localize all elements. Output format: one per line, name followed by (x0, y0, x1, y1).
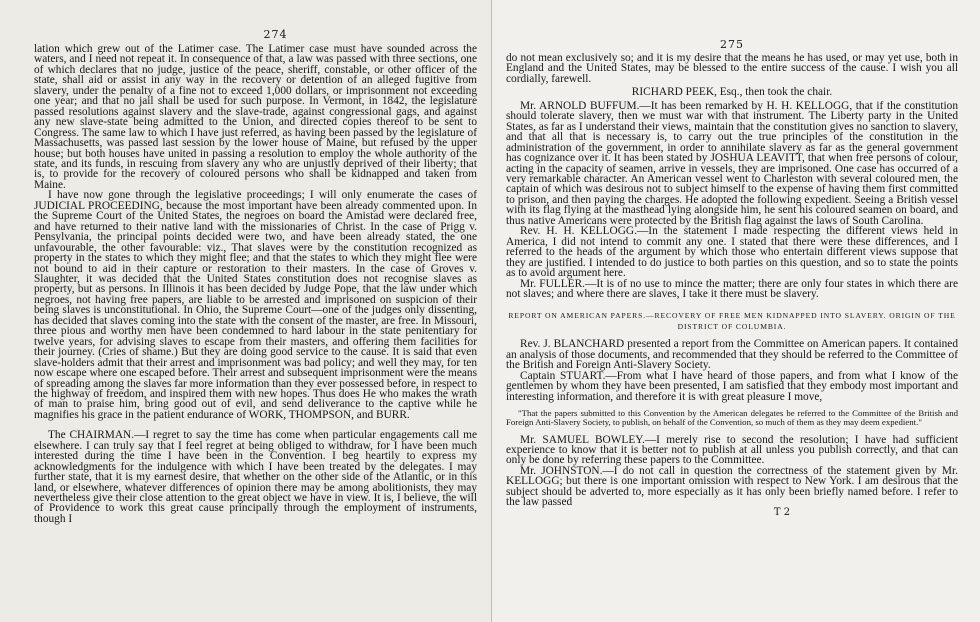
paragraph: lation which grew out of the Latimer case. The Latimer case must have sounded across the waters, and I need not repeat it. In consequence of that, a law was passed with three sections, one of which declares that no judge, justice of the peace, sheriff, constable, or other officer of the state, shall aid or assist in any way in the recovery or detention of an alleged fugitive from slavery, under the penalty of a fine not to exceed 1,000 dollars, or imprisonment not exceeding one year; and that no jail shall be used for such purpose. In Vermont, in 1842, the legislature passed resolutions against slavery and the slave-trade, against congressional gags, and against any new slave-state being admitted to the Union, and directed copies thereof to be sent to Congress. The same law to which I have just referred, as having been passed by the legislature of Massachusetts, was passed last session by the lower house of Maine, but refused by the upper house; but both houses have united in passing a resolution to employ the whole authority of the state, and its funds, in rescuing from slavery any who are unjustly deprived of their liberty; that is, to provide for the recovery of coloured persons who shall be kidnapped and taken from Maine. (34, 43, 477, 191)
chair-note: RICHARD PEEK, Esq., then took the chair. (631, 86, 833, 99)
paragraph: Mr. JOHNSTON.—I do not call in question the correctness of the statement given by Mr. KELLOGG; but there is one important omission with respect to New York. I am desirous that the subject should be adverted to, more especially as it has only been briefly named before. I refer to the law passed (506, 464, 958, 509)
paragraph: Captain STUART.—From what I have heard of those papers, and from what I know of the gentlemen by whom they have been presented, I am satisfied that they embody most important and interesting information, and therefore it is with great pleasure I move, (506, 369, 958, 403)
page-number: 275 (720, 38, 744, 51)
page-number: 274 (263, 28, 288, 41)
paragraph: Rev. J. BLANCHARD presented a report from the Committee on American papers. It contained an analysis of those documents, and recommended that they should be referred to the Committee of the British and Foreign Anti-Slavery Society. (506, 338, 958, 372)
signature-mark: T 2 (773, 506, 791, 518)
footnote: "That the papers submitted to this Convention by the American delegates be referred to the Committee of the British and Foreign Anti-Slavery Society, to publish, on behalf of the Convention, so much of them as they may deem expedient." (506, 408, 958, 428)
paragraph: Rev. H. H. KELLOGG.—In the statement I made respecting the different views held in America, I did not intend to commit any one. I stated that there were these differences, and I referred to the heads of the argument by which those who entertain different views suppose that they are justified. I intended to do justice to both parties on this question, and so to state the points as to avoid argument here. (506, 225, 958, 280)
paragraph: Mr. SAMUEL BOWLEY.—I merely rise to second the resolution; I have had sufficient experience to know that it is better not to publish at all unless you publish correctly, and that can only be done by referring these papers to the Committee. (506, 433, 958, 467)
right-page (492, 0, 980, 622)
paragraph: The CHAIRMAN.—I regret to say the time has come when particular engagements call me elsewhere. I can truly say that I feel regret at being obliged to withdraw, for I have been much interested during the time I have been in the Convention. I beg heartily to express my acknowledgments for the indulgence with which I have been treated by the delegates. I may further state, that it is my earnest desire, that whether on the other side of the Atlantic, or in this land, or elsewhere, whatever differences of opinion there may be among abolitionists, they may nevertheless give their close attention to the great object we have in view. It is, I believe, the will of Providence to work this great cause principally through the employment of instruments, though I (34, 429, 477, 525)
paragraph: Mr. ARNOLD BUFFUM.—It has been remarked by H. H. KELLOGG, that if the constitution should tolerate slavery, then we must war with that instrument. The Liberty party in the United States, as far as I understand their views, maintain that the constitution gives no sanction to slavery, and that all that is necessary is, to carry out the true principles of the constitution in the administration of the government, in order to annihilate slavery as far as the general government has cognizance over it. It has been stated by JOSHUA LEAVITT, that when free persons of colour, acting in the capacity of seamen, arrive in vessels, they are imprisoned. One case has occurred of a very remarkable character. An American vessel went to Charleston with several coloured men, the captain of which was desirous not to subject himself to the expense of having them first committed to prison, and then paying the charges. He adopted the following expedient. Seeing a British vessel with its flag flying at the masthead lying alongside him, he sent his coloured seamen on board, and thus native Americans were protected by the British flag against the laws of South Carolina. (506, 99, 958, 227)
section-heading: REPORT ON AMERICAN PAPERS.—RECOVERY OF FREE MEN KIDNAPPED INTO SLAVERY. ORIGIN OF THE DISTRICT OF COLUMBIA. (508, 311, 956, 332)
paragraph: do not mean exclusively so; and it is my desire that the means he has used, or may yet use, both in England and the United States, may be blessed to the entire success of the cause. I wish you all cordially, farewell. (506, 52, 958, 85)
paragraph: I have now gone through the legislative proceedings; I will only enumerate the cases of JUDICIAL PROCEEDING, because the most important have been already commented upon. In the Supreme Court of the United States, the negroes on board the Amistad were declared free, and have returned to their native land with the missionaries of Christ. In the case of Prigg v. Pensylvania, the principal points decided were two, and have been already stated, the one unfavourable, the other favourable: viz., That slaves were by the constitution recognized as property in the states to which they might flee; and that the states to which they might flee were not bound to aid in their capture or restoration to their masters. In the case of Groves v. Slaughter, it was decided that the United States constitution does not recognise slaves as property, but as persons. In Illinois it has been decided by Judge Pope, that the law under which negroes, not having free papers, are liable to be arrested and imprisoned on suspicion of their being slaves is unconstitutional. In Ohio, the Supreme Court—one of the judges only dissenting, has decided that slaves coming into the state with the consent of the master, are free. In Missouri, three pious and worthy men have been condemned to hard labour in the state penitentiary for twelve years, for advising slaves to escape from their masters, and offering them facilities for their journey. (Cries of shame.) But they are doing good service to the cause. It is said that even slave-holders admit that their arrest and imprisonment was bad policy; and well they may, for ten now escape where one escaped before. Their arrest and subsequent imprisonment were the means of spreading among the slaves far more information than they ever possessed before, in respect to the highway of freedom, and inspired them with new hopes. Thus does He who makes the wrath of man to praise him, bring good out of evil, and send deliverance to the captive while he magnifies his grace in the patient endurance of WORK, THOMPSON, and BURR. (34, 189, 477, 421)
paragraph: Mr. FULLER.—It is of no use to mince the matter; there are only four states in which there are not slaves; and where there are slaves, I take it there must be slavery. (506, 277, 958, 300)
